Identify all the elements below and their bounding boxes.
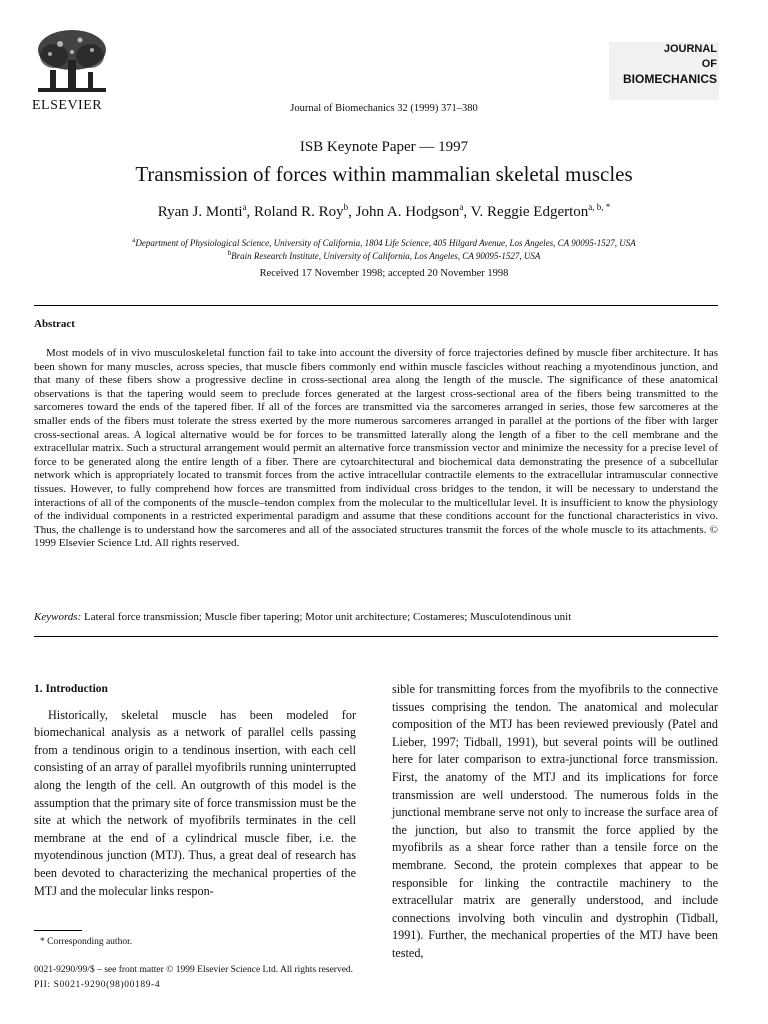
abstract-heading: Abstract (34, 318, 75, 330)
affiliation (0, 249, 768, 261)
divider (34, 305, 718, 306)
author-name: Roland R. Roy (254, 204, 344, 220)
journal-citation: Journal of Biomechanics 32 (1999) 371–380 (290, 103, 478, 114)
divider (34, 636, 718, 637)
affiliation (0, 236, 768, 248)
affiliation-text: Department of Physiological Science, University of California, 1804 Life Science, 405 Hilgard Avenue, Los Angeles, CA 90095-1527, USA (135, 238, 636, 248)
journal-title-box (609, 42, 719, 100)
pii-identifier: PII: S0021-9290(98)00189-4 (34, 980, 161, 990)
affiliation-mark: a (132, 236, 136, 244)
copyright-line: 0021-9290/99/$ – see front matter © 1999 Elsevier Science Ltd. All rights reserved. (34, 965, 354, 975)
keywords-text: Lateral force transmission; Muscle fiber tapering; Motor unit architecture; Costameres; Musculotendinous unit (84, 611, 572, 623)
author-affiliation-mark: a, b, * (588, 202, 611, 212)
keywords (34, 611, 718, 623)
author-affiliation-mark: b (343, 202, 349, 212)
journal-title-line3: BIOMECHANICS (622, 72, 717, 86)
received-dates: Received 17 November 1998; accepted 20 November 1998 (259, 268, 509, 279)
abstract-body: Most models of in vivo musculoskeletal function fail to take into account the diversity of force trajectories defined by muscle fiber architecture. It has been shown for many muscles, across species, that muscle fibers commonly end within muscle fascicles without reaching a myotendinous junction, and that many of these fibers show a progressive decline in cross-sectional area along the length of the muscle. The significance of these anatomical observations is that the tapering would seem to preclude forces generated at the largest cross-sectional area of the fibers being transmitted to the sarcomeres toward the ends of the tapered fiber. If all of the forces are transmitted via the sarcomeres arranged in series, those few sarcomeres at the smaller ends of the fibers must tolerate the stress exerted by the more numerous sarcomeres arranged in parallel at the portions of the fiber with larger cross-sectional areas. A logical alternative would be for forces to be transmitted laterally along the length of a fiber to the cell membrane and the extracellular matrix. Such a structural arrangement would permit an alternative force transmission vector and minimize the necessity for a precise level of force to be generated along the entire length of a fiber. There are cytoarchitectural and biochemical data demonstrating the presence of a subcellular network which is appropriately located to transmit forces from the active intracellular contractile elements to the extracellular intramuscular connective tissues. However, to fully comprehend how forces are transmitted from individual cross bridges to the tendon, it will be necessary to understand the interactions of all of the components of the muscle–tendon complex from the molecular to the multicellular level. It is insufficient to know the physiology of the individual components in a restricted experimental paradigm and assume that these conditions account for the functional characteristics in vivo. Thus, the challenge is to understand how the sarcomeres and all of the associated structures transmit the forces of the whole muscle to its attachments. © 1999 Elsevier Science Ltd. All rights reserved. (34, 347, 718, 550)
journal-title-line2: OF (701, 58, 717, 70)
affiliation-mark: b (227, 249, 232, 257)
author-name: V. Reggie Edgerton (470, 204, 589, 220)
affiliation-text: Brain Research Institute, University of California, Los Angeles, CA 90095-1527, USA (231, 251, 541, 261)
body-paragraph: Historically, skeletal muscle has been modeled for biomechanical analysis as a network of parallel cells passing from a tendinous origin to a tendinous insertion, with each cell consisting of an array of parallel myofibrils running uninterrupted along the length of the cell. An outgrowth of this model is the assumption that the primary site of force transmission must be the site at which the network of myofibrils terminates in the cell membrane at the end of a cylindrical muscle fiber, i.e. the myotendinous junction (MTJ). Thus, a great deal of research has been devoted to characterizing the mechanical properties of the MTJ and the molecular links respon- (34, 707, 356, 898)
author-name: Ryan J. Monti (157, 204, 243, 220)
author-affiliation-mark: a (242, 202, 247, 212)
journal-title-line1: JOURNAL (663, 43, 717, 55)
author-list: Ryan J. Monti$^a$, Roland R. Roy$^b$, John A. Hodgson$^a$, V. Reggie Edgerton$^{a, b, *}$ (157, 202, 611, 220)
keywords-label: Keywords: (34, 611, 82, 623)
paper-title: Transmission of forces within mammalian skeletal muscles (135, 162, 633, 186)
column-left (34, 681, 356, 900)
footnote-rule (34, 930, 82, 931)
author-name: John A. Hodgson (355, 204, 460, 220)
column-right (392, 681, 718, 963)
publisher-name: ELSEVIER (32, 98, 103, 113)
body-paragraph: sible for transmitting forces from the myofibrils to the connective tissues comprising the tendon. The anatomical and molecular composition of the MTJ has been reviewed previously (Patel and Lieber, 1997; Tidball, 1991), but several points will be outlined here for later comparison to extra-junctional force transmission. First, the anatomy of the MTJ and its implications for force transmission are well understood. The numerous folds in the junctional membrane serve not only to increase the surface area of the junction, but also to transmit the force applied by the myofibrils as a shear force rather than a tensile force on the membrane. Second, the protein complexes that appear to be responsible for linking the contractile machinery to the extracellular matrix are generally understood, and include connections involving both vinculin and dystrophin (Tidball, 1991). Further, the mechanical properties of the MTJ have been tested, (392, 682, 718, 960)
section-heading: 1. Introduction (34, 683, 108, 695)
elsevier-tree-logo (32, 26, 112, 96)
author-affiliation-mark: a (459, 202, 464, 212)
paper-series: ISB Keynote Paper — 1997 (299, 139, 469, 155)
footnote: * Corresponding author. (40, 937, 133, 947)
